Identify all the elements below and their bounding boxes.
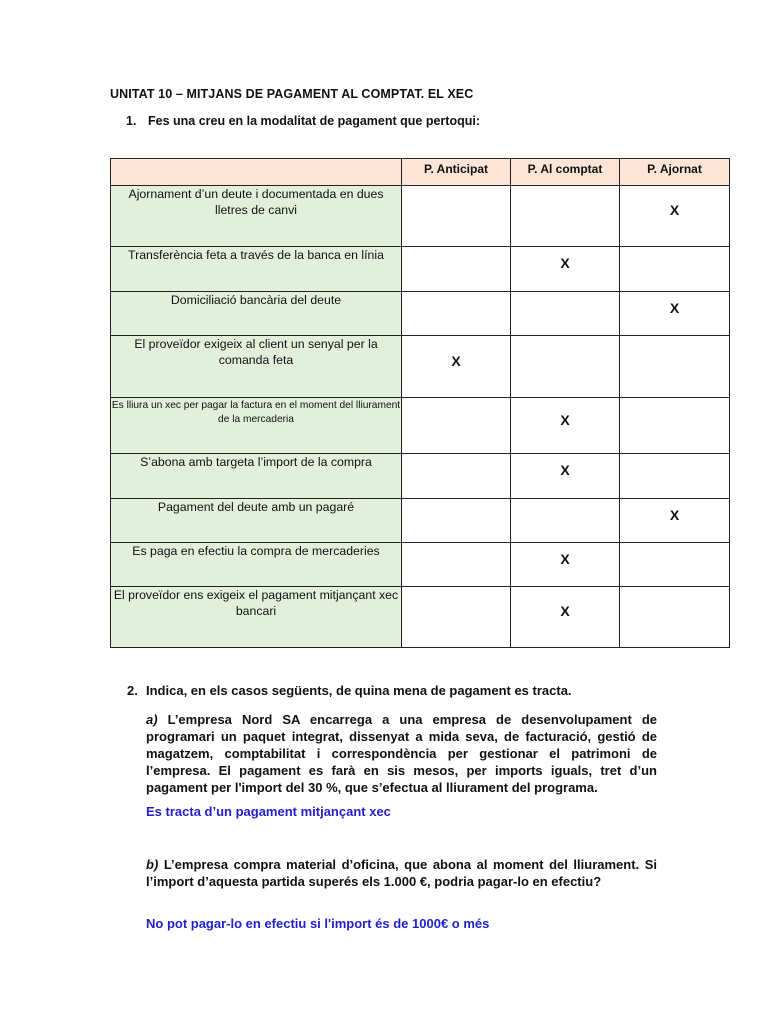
cell-comptat: [511, 499, 620, 543]
cell-ajornat: [620, 336, 730, 398]
cell-comptat: X: [511, 454, 620, 499]
cell-anticipat: [402, 292, 511, 336]
cell-ajornat: X: [620, 186, 730, 247]
row-label: Transferència feta a través de la banca en línia: [111, 247, 402, 292]
row-label: El proveïdor exigeix al client un senyal per la comanda feta: [111, 336, 402, 398]
case-b-answer: No pot pagar-lo en efectiu si l'import és de 1000€ o més: [146, 916, 490, 931]
cell-comptat: [511, 336, 620, 398]
cell-anticipat: [402, 247, 511, 292]
cell-comptat: X: [511, 543, 620, 587]
payment-table: [110, 158, 730, 648]
row-label: Es lliura un xec per pagar la factura en el moment del lliurament de la mercaderia: [111, 398, 402, 454]
cell-comptat: X: [511, 398, 620, 454]
question-1-number: 1.: [126, 114, 137, 128]
case-b-text: L’empresa compra material d’oficina, que abona al moment del lliurament. Si l’import d’aquesta partida superés els 1.000 €, podria pagar-lo en efectiu?: [146, 857, 657, 889]
row-label: Pagament del deute amb un pagaré: [111, 499, 402, 543]
cell-anticipat: [402, 186, 511, 247]
question-2: [127, 683, 647, 698]
header-ajornat: P. Ajornat: [620, 159, 730, 186]
cell-ajornat: [620, 398, 730, 454]
row-label: Es paga en efectiu la compra de mercaderies: [111, 543, 402, 587]
cell-ajornat: [620, 543, 730, 587]
row-label: El proveïdor ens exigeix el pagament mitjançant xec bancari: [111, 587, 402, 648]
case-a-paragraph: [146, 711, 657, 796]
cell-anticipat: [402, 454, 511, 499]
table-row: [111, 454, 730, 499]
cell-anticipat: [402, 499, 511, 543]
cell-comptat: X: [511, 587, 620, 648]
cell-ajornat: X: [620, 292, 730, 336]
cell-anticipat: [402, 398, 511, 454]
cell-ajornat: [620, 454, 730, 499]
row-label: S’abona amb targeta l’import de la compra: [111, 454, 402, 499]
question-2-number: 2.: [127, 683, 138, 698]
table-row: [111, 587, 730, 648]
table-row: [111, 186, 730, 247]
cell-anticipat: X: [402, 336, 511, 398]
case-b-paragraph: [146, 856, 657, 890]
table-header-blank: [111, 159, 402, 186]
cell-anticipat: [402, 587, 511, 648]
row-label: Domiciliació bancària del deute: [111, 292, 402, 336]
row-label: Ajornament d’un deute i documentada en dues lletres de canvi: [111, 186, 402, 247]
cell-ajornat: [620, 587, 730, 648]
case-a-tag: a): [146, 712, 158, 727]
cell-anticipat: [402, 543, 511, 587]
table-row: [111, 247, 730, 292]
table-row: [111, 499, 730, 543]
cell-comptat: [511, 292, 620, 336]
case-b-tag: b): [146, 857, 159, 872]
document-title: UNITAT 10 – MITJANS DE PAGAMENT AL COMPTAT. EL XEC: [110, 87, 474, 101]
cell-comptat: [511, 186, 620, 247]
question-1-text: Fes una creu en la modalitat de pagament que pertoqui:: [148, 114, 481, 128]
question-1: [126, 114, 480, 128]
table-header-row: [111, 159, 730, 186]
case-a-text: L’empresa Nord SA encarrega a una empresa de desenvolupament de programari un paquet integrat, dissenyat a mida seva, de facturació, gestió de magatzem, comptabilitat i correspondència per gestionar el patrimoni de l’empresa. El pagament es farà en sis mesos, per imports iguals, tret d’un pagament per l'import del 30 %, que s’efectua al lliurament del programa.: [146, 712, 657, 795]
question-2-text: Indica, en els casos següents, de quina mena de pagament es tracta.: [146, 683, 572, 698]
cell-comptat: X: [511, 247, 620, 292]
table-row: [111, 292, 730, 336]
cell-ajornat: X: [620, 499, 730, 543]
table-row: [111, 398, 730, 454]
case-a-answer: Es tracta d’un pagament mitjançant xec: [146, 804, 391, 819]
header-anticipat: P. Anticipat: [402, 159, 511, 186]
header-comptat: P. Al comptat: [511, 159, 620, 186]
table-row: [111, 336, 730, 398]
table-row: [111, 543, 730, 587]
cell-ajornat: [620, 247, 730, 292]
